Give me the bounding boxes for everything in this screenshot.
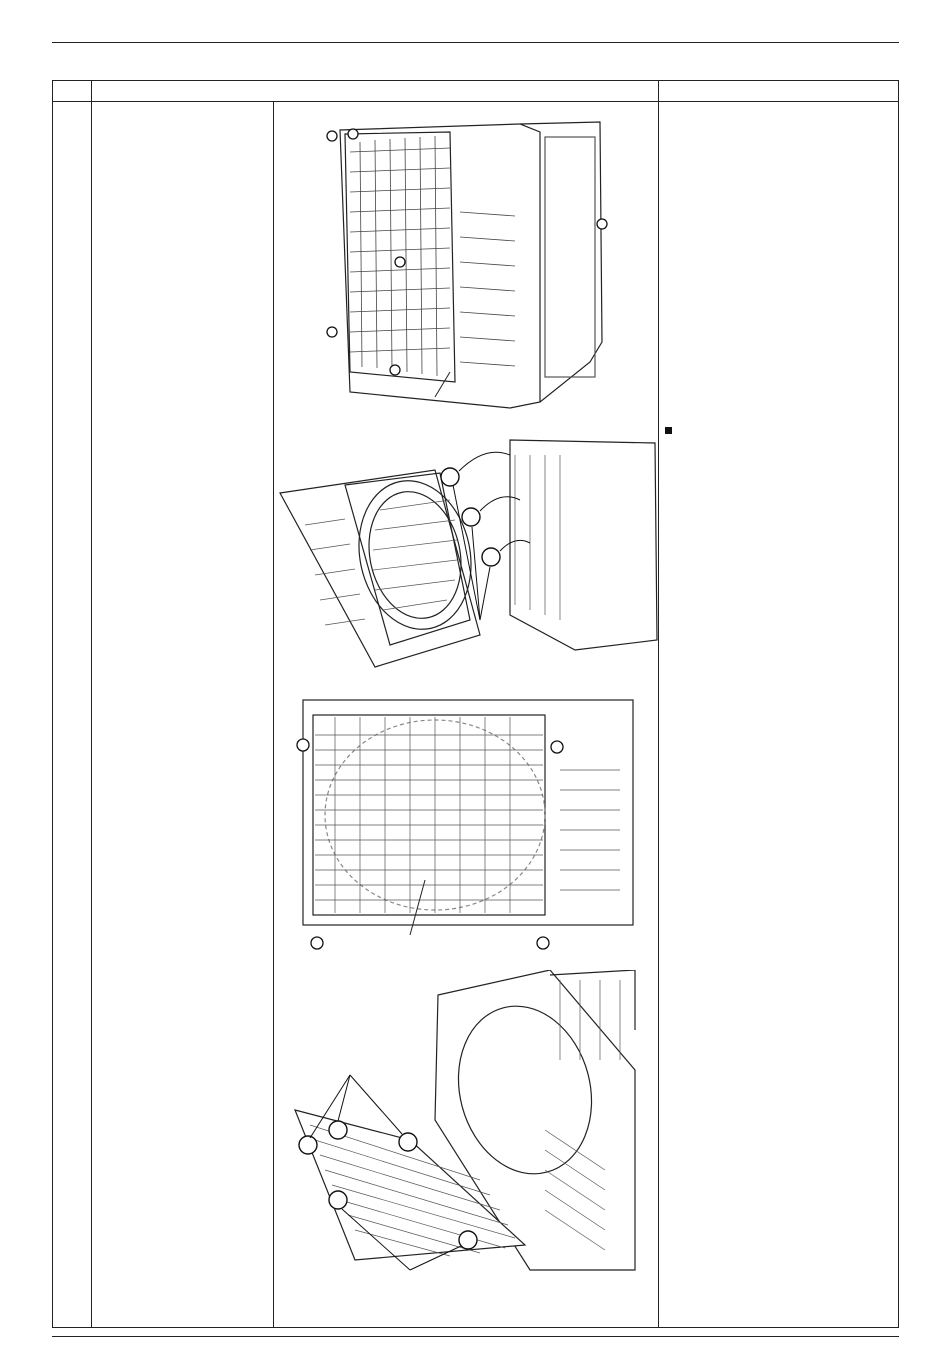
figure-front-panel-screws	[320, 112, 610, 412]
bullet-square-icon	[665, 427, 672, 434]
figure-fan-guard-hooks	[280, 970, 645, 1280]
col-divider-points	[658, 81, 659, 1327]
footer-rule	[52, 1336, 899, 1337]
figure-front-panel-hooks	[275, 435, 660, 675]
figure-front-grille-screws	[295, 695, 640, 960]
table-header-divider	[53, 101, 898, 102]
col-divider-figure	[273, 101, 274, 1327]
header-rule	[52, 42, 899, 43]
col-divider-step	[91, 81, 92, 1327]
